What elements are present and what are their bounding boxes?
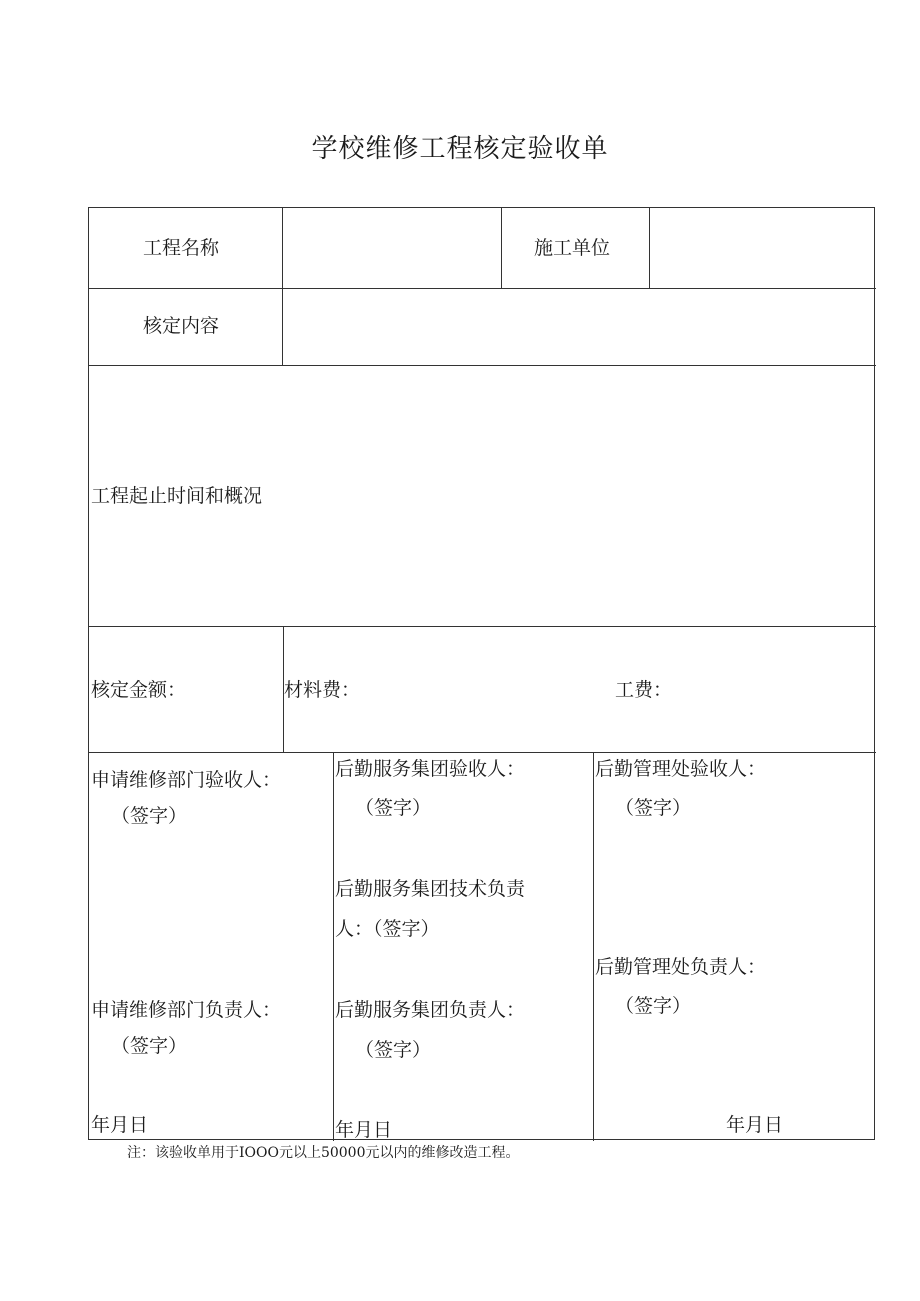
- col-divider-name: [501, 208, 502, 288]
- verify-content-field[interactable]: [284, 290, 874, 364]
- construction-unit-label: 施工单位: [534, 237, 611, 259]
- period-overview-label: 工程起止时间和概况: [91, 485, 263, 507]
- dept-acceptor-sign: （签字）: [111, 805, 188, 827]
- service-tech-label-line2: 人：（签字）: [335, 918, 440, 940]
- dept-date: 年月日: [91, 1114, 149, 1136]
- col-divider-sign-2: [593, 752, 594, 1141]
- service-tech-label-line1: 后勤服务集团技术负责: [335, 878, 526, 900]
- row-divider-4: [89, 752, 876, 753]
- logistics-acceptor-label: 后勤管理处验收人：: [595, 758, 767, 780]
- material-fee-label: 材料费：: [284, 679, 361, 701]
- verify-content-label: 核定内容: [143, 315, 220, 337]
- row-divider-2: [89, 365, 876, 366]
- dept-acceptor-label: 申请维修部门验收人：: [91, 769, 282, 791]
- dept-head-sign: （签字）: [111, 1035, 188, 1057]
- footnote: 注：该验收单用于IOOO元以上50000元以内的维修改造工程。: [127, 1145, 520, 1161]
- page-title: 学校维修工程核定验收单: [311, 134, 609, 164]
- acceptance-form: [88, 207, 875, 1140]
- dept-head-label: 申请维修部门负责人：: [91, 999, 282, 1021]
- verified-amount-label: 核定金额：: [91, 679, 187, 701]
- project-name-field[interactable]: [284, 209, 500, 287]
- service-acceptor-sign: （签字）: [355, 797, 432, 819]
- col-divider-sign-1: [333, 752, 334, 1141]
- col-divider-label: [282, 208, 283, 365]
- service-head-sign: （签字）: [355, 1039, 432, 1061]
- service-head-label: 后勤服务集团负责人：: [335, 999, 526, 1021]
- logistics-acceptor-sign: （签字）: [615, 797, 692, 819]
- project-name-label: 工程名称: [143, 237, 220, 259]
- service-date: 年月日: [335, 1119, 393, 1141]
- row-divider-1: [89, 288, 876, 289]
- construction-unit-field[interactable]: [651, 209, 874, 287]
- logistics-date: 年月日: [726, 1114, 784, 1136]
- labor-fee-label: 工费：: [615, 679, 673, 701]
- row-divider-3: [89, 626, 876, 627]
- col-divider-unit: [649, 208, 650, 288]
- service-acceptor-label: 后勤服务集团验收人：: [335, 758, 526, 780]
- logistics-head-label: 后勤管理处负责人：: [595, 956, 767, 978]
- logistics-head-sign: （签字）: [615, 995, 692, 1017]
